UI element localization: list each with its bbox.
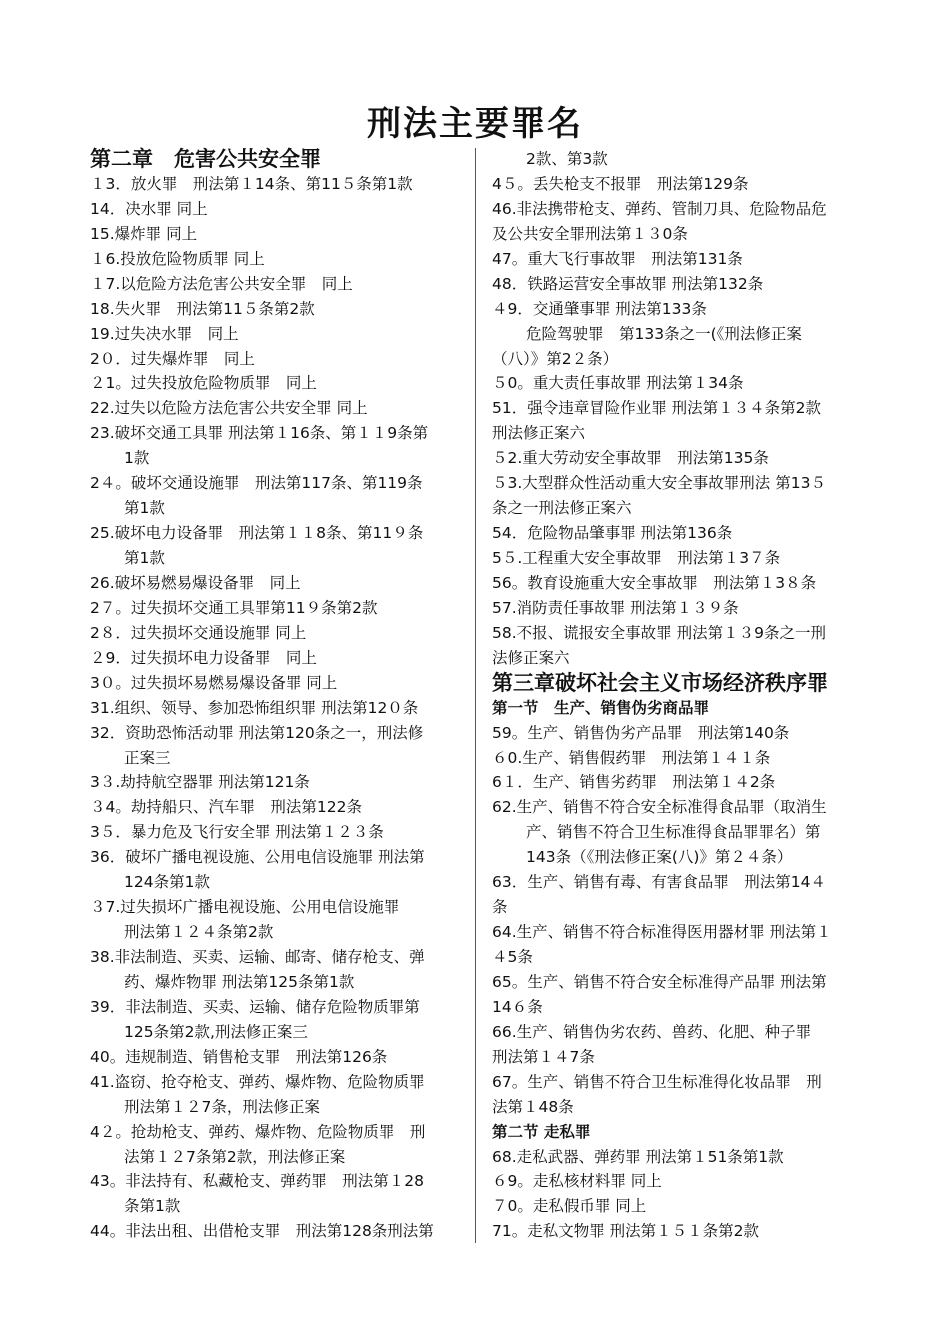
text-line: 66.生产、销售伪劣农药、兽药、化肥、种子罪 xyxy=(492,1022,812,1041)
text-line: 43。非法持有、私藏枪支、弹药罪 刑法第１28 xyxy=(90,1172,424,1191)
text-line: 51．强令违章冒险作业罪 刑法第１３４条第2款 xyxy=(492,399,822,418)
text-line: 产、销售不符合卫生标准得食品罪罪名）第 xyxy=(526,823,821,842)
text-line: 71。走私文物罪 刑法第１５１条第2款 xyxy=(492,1222,760,1241)
text-line: 条之一刑法修正案六 xyxy=(492,499,632,518)
text-line: 58.不报、谎报安全事故罪 刑法第１３9条之一刑 xyxy=(492,623,826,642)
text-line: ２1。过失投放危险物质罪 同上 xyxy=(90,374,317,393)
text-line: 5５.工程重大安全事故罪 刑法第１3７条 xyxy=(492,549,781,567)
text-line: 第1款 xyxy=(124,549,165,567)
text-line: 39．非法制造、买卖、运输、储存危险物质罪第 xyxy=(90,997,420,1016)
text-line: 124条第1款 xyxy=(124,873,210,892)
text-line: ２9．过失损坏电力设备罪 同上 xyxy=(90,648,317,667)
text-line: 刑法第１２４条第2款 xyxy=(124,923,274,942)
text-line: 23.破坏交通工具罪 刑法第１16条、第１１9条第 xyxy=(90,424,429,443)
text-line: ４5条 xyxy=(492,948,533,966)
text-line: 药、爆炸物罪 刑法第125条第1款 xyxy=(124,972,355,991)
text-line: 65。生产、销售不符合安全标准得产品罪 刑法第 xyxy=(492,972,827,991)
text-line: 41.盗窃、抢夺枪支、弹药、爆炸物、危险物质罪 xyxy=(90,1072,425,1091)
text-line: 正案三 xyxy=(124,748,171,767)
text-line: 32．资助恐怖活动罪 刑法第120条之一，刑法修 xyxy=(90,723,424,742)
text-line: 法修正案六 xyxy=(492,648,570,667)
text-line: 14．决水罪 同上 xyxy=(90,199,208,218)
text-line: 法第１２7条第2款，刑法修正案 xyxy=(124,1147,346,1166)
right-column xyxy=(492,147,864,1244)
text-line: 59。生产、销售伪劣产品罪 刑法第140条 xyxy=(492,723,790,742)
section-heading: 第二节 走私罪 xyxy=(492,1122,591,1141)
text-line: 及公共安全罪刑法第１３0条 xyxy=(492,224,688,243)
text-line: 31.组织、领导、参加恐怖组织罪 刑法第12０条 xyxy=(90,698,419,717)
text-line: 刑法第１２7条，刑法修正案 xyxy=(124,1097,320,1116)
text-line: 62.生产、销售不符合安全标准得食品罪（取消生 xyxy=(492,798,827,817)
text-line: ４9．交通肇事罪 刑法第133条 xyxy=(492,299,707,318)
text-line: １3．放火罪 刑法第１14条、第11５条第1款 xyxy=(90,174,413,193)
text-line: 64.生产、销售不符合标准得医用器材罪 刑法第１ xyxy=(492,923,832,942)
text-line: 条第1款 xyxy=(124,1197,181,1216)
text-line: 15.爆炸罪 同上 xyxy=(90,224,198,243)
text-line: ５0。重大责任事故罪 刑法第１34条 xyxy=(492,374,744,393)
text-line: 3５．暴力危及飞行安全罪 刑法第１２３条 xyxy=(90,823,384,842)
text-line: 125条第2款,刑法修正案三 xyxy=(124,1022,308,1041)
text-line: 143条（《刑法修正案(八)》第２４条） xyxy=(526,848,793,867)
text-line: （八）》第2２条） xyxy=(492,349,619,368)
text-line: １6.投放危险物质罪 同上 xyxy=(90,249,265,268)
text-line: 2７。过失损坏交通工具罪第11９条第2款 xyxy=(90,598,378,617)
text-line: 48．铁路运营安全事故罪 刑法第132条 xyxy=(492,274,764,293)
text-line: 19.过失决水罪 同上 xyxy=(90,324,239,343)
text-line: 2０．过失爆炸罪 同上 xyxy=(90,349,255,368)
section-heading: 第一节 生产、销售伪劣商品罪 xyxy=(492,698,710,717)
chapter-heading: 第二章 危害公共安全罪 xyxy=(90,147,321,171)
text-line: ３4。劫持船只、汽车罪 刑法第122条 xyxy=(90,798,362,817)
text-line: 刑法第１４7条 xyxy=(492,1047,595,1066)
text-line: ７0。走私假币罪 同上 xyxy=(492,1197,647,1216)
text-line: 危险驾驶罪 第133条之一(《刑法修正案 xyxy=(526,324,802,343)
text-line: 刑法修正案六 xyxy=(492,424,586,443)
text-line: 第1款 xyxy=(124,499,165,518)
text-line: 2８．过失损坏交通设施罪 同上 xyxy=(90,623,307,642)
text-line: 2４。破坏交通设施罪 刑法第117条、第119条 xyxy=(90,474,423,493)
column-divider xyxy=(475,148,476,1243)
text-line: 条 xyxy=(492,898,508,917)
text-line: 26.破坏易燃易爆设备罪 同上 xyxy=(90,573,301,592)
chapter-heading: 第三章破坏社会主义市场经济秩序罪 xyxy=(492,670,828,695)
text-line: 40。违规制造、销售枪支罪 刑法第126条 xyxy=(90,1047,388,1066)
text-line: 4５。丢失枪支不报罪 刑法第129条 xyxy=(492,174,749,193)
text-line: 56。教育设施重大安全事故罪 刑法第１3８条 xyxy=(492,573,817,592)
left-column xyxy=(90,147,462,1244)
text-line: 54．危险物品肇事罪 刑法第136条 xyxy=(492,524,733,543)
text-line: ５2.重大劳动安全事故罪 刑法第135条 xyxy=(492,449,769,468)
text-line: 4２。抢劫枪支、弹药、爆炸物、危险物质罪 刑 xyxy=(90,1122,426,1141)
text-line: 2款、第3款 xyxy=(526,150,608,168)
text-line: 67。生产、销售不符合卫生标准得化妆品罪 刑 xyxy=(492,1072,822,1091)
text-line: 63．生产、销售有毒、有害食品罪 刑法第14４ xyxy=(492,873,826,892)
document-title: 刑法主要罪名 xyxy=(367,104,583,144)
text-line: ５3.大型群众性活动重大安全事故罪刑法 第13５ xyxy=(492,474,826,493)
text-line: １7.以危险方法危害公共安全罪 同上 xyxy=(90,274,353,293)
text-line: 18.失火罪 刑法第11５条第2款 xyxy=(90,299,315,318)
text-line: 47。重大飞行事故罪 刑法第131条 xyxy=(492,249,743,268)
text-line: 57.消防责任事故罪 刑法第１３９条 xyxy=(492,598,739,617)
text-line: 法第１48条 xyxy=(492,1097,574,1116)
text-line: 3０。过失损坏易燃易爆设备罪 同上 xyxy=(90,673,338,692)
text-line: 38.非法制造、买卖、运输、邮寄、储存枪支、弹 xyxy=(90,948,425,966)
text-line: 6１．生产、销售劣药罪 刑法第１４2条 xyxy=(492,773,776,792)
text-line: ３7.过失损坏广播电视设施、公用电信设施罪 xyxy=(90,898,400,917)
text-line: 22.过失以危险方法危害公共安全罪 同上 xyxy=(90,399,368,418)
text-line: 46.非法携带枪支、弹药、管制刀具、危险物品危 xyxy=(492,199,827,218)
text-line: 68.走私武器、弹药罪 刑法第１51条第1款 xyxy=(492,1147,784,1166)
text-line: 25.破坏电力设备罪 刑法第１１8条、第11９条 xyxy=(90,524,424,543)
text-line: ６9。走私核材料罪 同上 xyxy=(492,1172,662,1191)
text-line: 1款 xyxy=(124,449,150,468)
text-line: 14６条 xyxy=(492,997,543,1016)
text-line: ６0.生产、销售假药罪 刑法第１４１条 xyxy=(492,748,771,767)
text-line: 36．破坏广播电视设施、公用电信设施罪 刑法第 xyxy=(90,848,425,867)
text-line: 44。非法出租、出借枪支罪 刑法第128条刑法第 xyxy=(90,1222,434,1241)
text-line: 3３.劫持航空器罪 刑法第121条 xyxy=(90,773,310,792)
